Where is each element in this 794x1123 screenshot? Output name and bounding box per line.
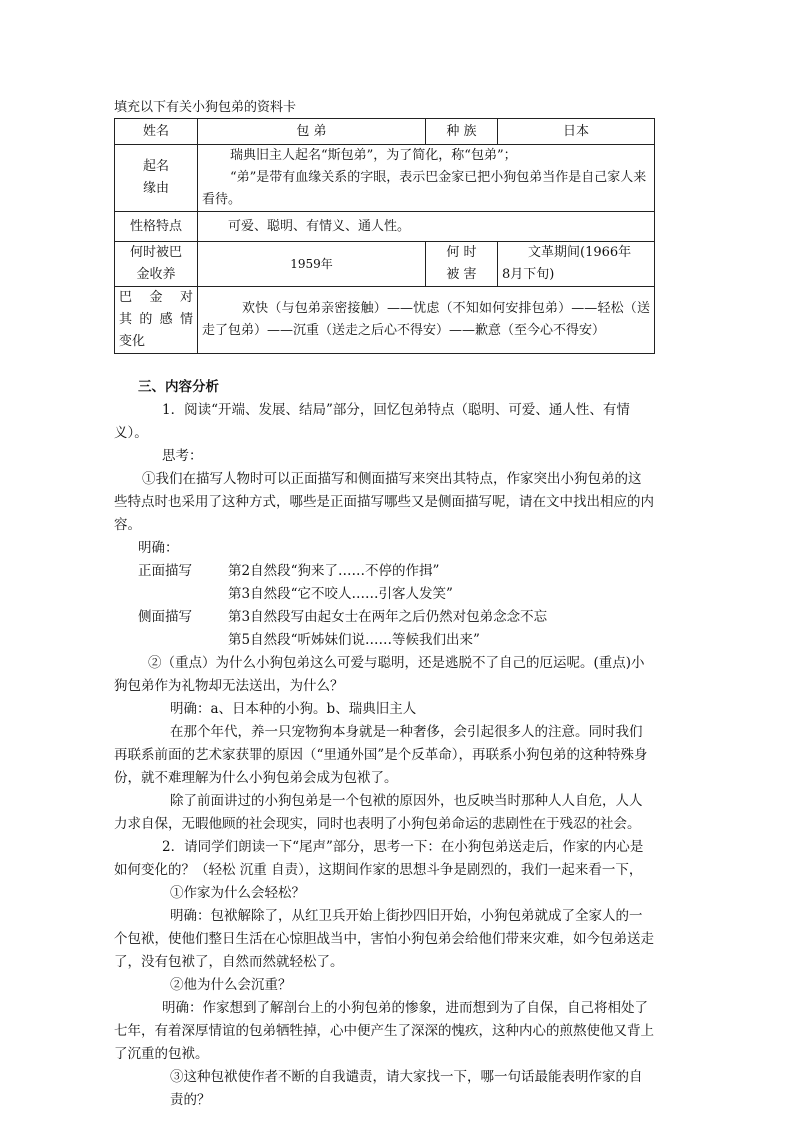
origin-line: 瑞典旧主人起名“斯包弟”，为了简化，称“包弟”；: [230, 148, 517, 163]
harm-label-line: 被 害: [446, 267, 477, 282]
question-2: ②（重点）为什么小狗包弟这么可爱与聪明，还是逃脱不了自己的厄运呢。(重点)小狗包弟作为礼物却无法送出，为什么？: [114, 655, 645, 694]
paragraph-2: 2．请同学们朗读一下“尾声”部分，思考一下：在小狗包弟送走后，作家的内心是如何变化的？（轻松 沉重 自责），这期间作家的思想斗争是剧烈的，我们一起来看一下，: [114, 839, 644, 878]
clarify-label: 明确：: [138, 540, 179, 556]
sub-question-3: ③这种包袱使作者不断的自我谴责，请大家找一下，哪一句话最能表明作家的自责的？: [170, 1069, 643, 1108]
answer-2-head: 明确：a、日本种的小狗。b、瑞典旧主人: [170, 701, 417, 717]
front-desc-label: 正面描写: [138, 563, 192, 579]
front-desc-row: [114, 560, 654, 583]
name-value: 包 弟: [198, 119, 426, 145]
origin-label-line: 缘由: [142, 181, 169, 196]
answer-2-para-2: 除了前面讲过的小狗包弟是一个包袱的原因外，也反映当时那种人人自危，人人力求自保，无暇他顾的社会现实，同时也表明了小狗包弟命运的悲剧性在于残忍的社会。: [114, 793, 643, 832]
breed-value: 日本: [498, 119, 655, 145]
answer-2-para-1: 在那个年代，养一只宠物狗本身就是一种奢侈，会引起很多人的注意。同时我们再联系前面的艺术家获罪的原因（“里通外国”是个反革命），再联系小狗包弟的这种特殊身份，就不难理解为什么小狗包弟会成为包袱了。: [114, 724, 648, 786]
harm-value-line: 8月下旬): [502, 267, 555, 282]
sub-answer-2: 明确：作家想到了解剖台上的小狗包弟的惨象，进而想到为了自保，自己将相处了七年，有着深厚情谊的包弟牺牲掉，心中便产生了深深的愧疚，这种内心的煎熬使他又背上了沉重的包袱。: [114, 1000, 654, 1062]
name-label: 姓名: [115, 119, 198, 145]
origin-value: [198, 145, 655, 212]
origin-label: [115, 145, 198, 212]
harm-value: [498, 242, 655, 287]
sub-answer-1: 明确：包袱解除了，从红卫兵开始上街抄四旧开始，小狗包弟就成了全家人的一个包袱，使他们整日生活在心惊胆战当中，害怕小狗包弟会给他们带来灾难，如今包弟送走了，没有包袱了，自然而然就轻松了。: [114, 908, 654, 970]
section-heading: 三、内容分析: [138, 379, 219, 395]
sub-question-2: ②他为什么会沉重？: [170, 977, 292, 993]
adopt-value: 1959年: [198, 242, 426, 287]
front-desc-1: 第2自然段“狗来了……不停的作揖”: [228, 563, 440, 579]
origin-label-line: 起名: [142, 159, 169, 174]
think-label: 思考：: [162, 448, 203, 464]
feeling-label-line: 变化: [119, 334, 146, 349]
harm-label-line: 何 时: [446, 245, 477, 260]
side-desc-2: 第5自然段“听姊妹们说……等候我们出来”: [228, 632, 480, 648]
side-desc-label: 侧面描写: [138, 609, 192, 625]
adopt-label-line: 金收养: [136, 267, 176, 282]
front-desc-row: [114, 583, 654, 606]
breed-label: 种 族: [426, 119, 498, 145]
traits-value: 可爱、聪明、有情义、通人性。: [198, 212, 655, 242]
adopt-label: [115, 242, 198, 287]
feeling-label-line: 其的感情: [119, 312, 193, 327]
harm-label: [426, 242, 498, 287]
sub-question-1: ①作家为什么会轻松？: [170, 885, 305, 901]
feeling-value: 欢快（与包弟亲密接触）——忧虑（不知如何安排包弟）——轻松（送走了包弟）——沉重（送走之后心不得安）——歉意（至今心不得安）: [198, 287, 655, 354]
side-desc-1: 第3自然段写由起女士在两年之后仍然对包弟念念不忘: [228, 609, 548, 625]
content-analysis: [114, 376, 654, 1112]
card-caption: 填充以下有关小狗包弟的资料卡: [114, 100, 297, 115]
info-card-table: [114, 118, 655, 354]
side-desc-row: [114, 606, 654, 629]
front-desc-2: 第3自然段“它不咬人……引客人发笑”: [228, 586, 453, 602]
origin-line: “弟”是带有血缘关系的字眼，表示巴金家已把小狗包弟当作是自己家人来看待。: [202, 170, 647, 207]
traits-label: 性格特点: [115, 212, 198, 242]
side-desc-row: [114, 629, 654, 652]
adopt-label-line: 何时被巴: [129, 245, 182, 260]
harm-value-line: 文革期间(1966年: [528, 245, 632, 260]
feeling-label: [115, 287, 198, 354]
question-1: ①我们在描写人物时可以正面描写和侧面描写来突出其特点，作家突出小狗包弟的这些特点时也采用了这种方式，哪些是正面描写哪些又是侧面描写呢，请在文中找出相应的内容。: [114, 471, 654, 533]
feeling-label-line: 巴金对: [119, 290, 193, 305]
paragraph-1: 1．阅读“开端、发展、结局”部分，回忆包弟特点（聪明、可爱、通人性、有情义）。: [114, 402, 630, 441]
